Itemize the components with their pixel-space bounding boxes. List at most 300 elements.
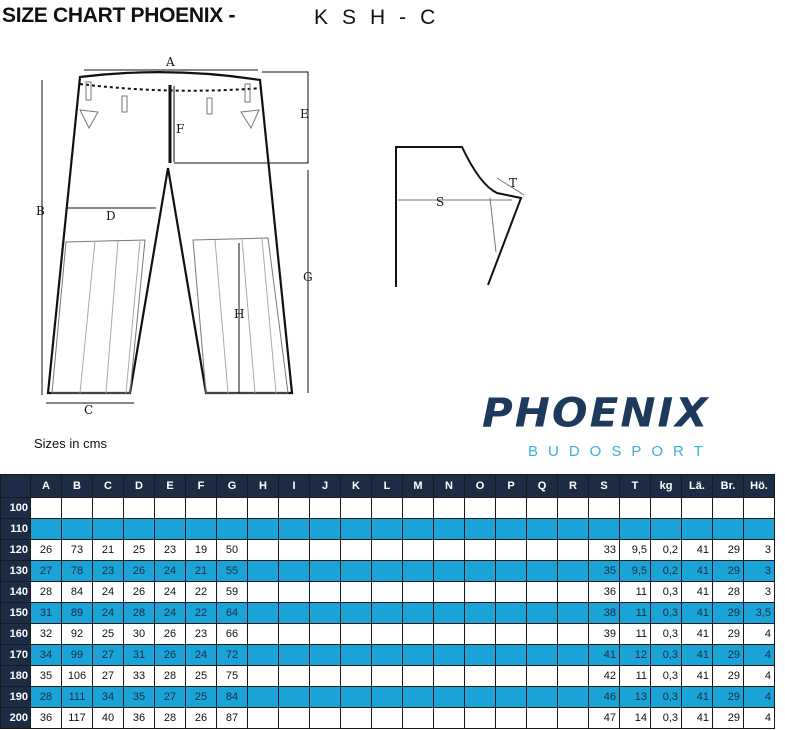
table-cell [310, 582, 341, 603]
table-cell [341, 561, 372, 582]
size-label: 190 [1, 687, 31, 708]
table-cell [279, 561, 310, 582]
table-cell [496, 666, 527, 687]
table-cell [465, 540, 496, 561]
table-cell [341, 498, 372, 519]
label-e: E [300, 107, 309, 121]
table-cell: 31 [31, 603, 62, 624]
table-cell: 28 [31, 582, 62, 603]
table-cell [341, 582, 372, 603]
table-cell: 84 [62, 582, 93, 603]
table-cell [558, 708, 589, 729]
table-cell: 30 [124, 624, 155, 645]
column-header: S [589, 475, 620, 498]
label-h: H [234, 307, 245, 321]
table-cell: 99 [62, 645, 93, 666]
units-note: Sizes in cms [34, 436, 107, 451]
table-cell: 11 [620, 624, 651, 645]
table-cell [310, 645, 341, 666]
size-label: 100 [1, 498, 31, 519]
table-cell: 24 [186, 645, 217, 666]
table-cell [372, 708, 403, 729]
chart-title: SIZE CHART PHOENIX - [2, 4, 236, 27]
column-header: C [93, 475, 124, 498]
table-cell [434, 519, 465, 540]
table-cell [186, 519, 217, 540]
table-cell [465, 498, 496, 519]
table-cell [372, 519, 403, 540]
corner-cell [1, 475, 31, 498]
table-cell [527, 687, 558, 708]
column-header: Q [527, 475, 558, 498]
table-cell [248, 582, 279, 603]
table-cell [682, 519, 713, 540]
column-header: E [155, 475, 186, 498]
table-cell: 0,3 [651, 708, 682, 729]
table-cell [527, 603, 558, 624]
table-cell [217, 519, 248, 540]
table-cell [341, 666, 372, 687]
table-cell [124, 498, 155, 519]
size-table [0, 474, 775, 729]
table-cell [403, 540, 434, 561]
table-cell [558, 561, 589, 582]
table-cell: 117 [62, 708, 93, 729]
table-cell [372, 624, 403, 645]
table-cell [434, 708, 465, 729]
table-cell: 41 [682, 708, 713, 729]
table-cell [496, 687, 527, 708]
table-cell [248, 561, 279, 582]
table-cell: 25 [186, 666, 217, 687]
table-cell [279, 624, 310, 645]
table-cell [279, 603, 310, 624]
product-code: KSH-C [314, 6, 450, 29]
column-header: Lä. [682, 475, 713, 498]
table-cell [713, 519, 744, 540]
table-cell [372, 582, 403, 603]
table-cell [465, 519, 496, 540]
table-cell [558, 624, 589, 645]
table-cell [155, 519, 186, 540]
table-cell [465, 708, 496, 729]
table-cell [248, 666, 279, 687]
table-cell [558, 519, 589, 540]
table-cell [310, 666, 341, 687]
table-cell: 9,5 [620, 561, 651, 582]
table-row [1, 540, 775, 561]
table-cell [403, 666, 434, 687]
table-cell [682, 498, 713, 519]
table-cell [310, 519, 341, 540]
table-cell: 41 [682, 540, 713, 561]
table-cell: 41 [682, 666, 713, 687]
table-cell [589, 498, 620, 519]
table-cell [558, 582, 589, 603]
phoenix-logo: PHOENIX BUDOSPORT [482, 389, 713, 460]
table-cell [496, 561, 527, 582]
table-cell: 111 [62, 687, 93, 708]
table-cell: 29 [713, 687, 744, 708]
table-cell: 34 [93, 687, 124, 708]
table-cell: 12 [620, 645, 651, 666]
column-header: kg [651, 475, 682, 498]
label-a: A [166, 55, 175, 69]
table-cell: 4 [744, 687, 775, 708]
table-cell [217, 498, 248, 519]
table-cell: 41 [682, 687, 713, 708]
table-cell [248, 540, 279, 561]
table-cell: 27 [93, 666, 124, 687]
table-cell: 29 [713, 540, 744, 561]
table-cell [124, 519, 155, 540]
table-cell [310, 708, 341, 729]
table-cell: 41 [682, 582, 713, 603]
table-cell [403, 624, 434, 645]
table-cell: 31 [124, 645, 155, 666]
column-header: I [279, 475, 310, 498]
table-cell [341, 519, 372, 540]
table-cell [248, 498, 279, 519]
table-cell [558, 498, 589, 519]
table-cell: 73 [62, 540, 93, 561]
column-header: D [124, 475, 155, 498]
table-cell [527, 540, 558, 561]
column-header: K [341, 475, 372, 498]
size-label: 160 [1, 624, 31, 645]
table-cell: 24 [155, 582, 186, 603]
size-label: 200 [1, 708, 31, 729]
column-header: L [372, 475, 403, 498]
label-d: D [106, 209, 116, 223]
table-cell [310, 687, 341, 708]
label-g: G [303, 270, 313, 284]
table-cell: 0,3 [651, 666, 682, 687]
table-cell [341, 603, 372, 624]
table-cell [651, 519, 682, 540]
table-cell: 38 [589, 603, 620, 624]
table-cell [31, 498, 62, 519]
column-header: J [310, 475, 341, 498]
table-cell [341, 708, 372, 729]
table-cell [465, 687, 496, 708]
table-cell: 23 [93, 561, 124, 582]
table-cell: 32 [31, 624, 62, 645]
table-row [1, 519, 775, 540]
table-cell [744, 498, 775, 519]
table-cell [279, 645, 310, 666]
table-cell: 13 [620, 687, 651, 708]
table-cell: 29 [713, 666, 744, 687]
size-label: 110 [1, 519, 31, 540]
table-cell: 11 [620, 603, 651, 624]
table-cell: 24 [155, 561, 186, 582]
table-cell: 0,2 [651, 561, 682, 582]
table-cell [279, 498, 310, 519]
table-cell: 87 [217, 708, 248, 729]
table-row [1, 498, 775, 519]
table-cell: 92 [62, 624, 93, 645]
table-cell: 35 [589, 561, 620, 582]
table-cell: 26 [155, 624, 186, 645]
table-cell: 3 [744, 540, 775, 561]
table-cell [465, 561, 496, 582]
size-label: 120 [1, 540, 31, 561]
pants-measurement-diagram [0, 40, 560, 420]
table-cell [651, 498, 682, 519]
table-cell: 41 [682, 561, 713, 582]
table-cell: 14 [620, 708, 651, 729]
table-cell [713, 498, 744, 519]
size-label: 140 [1, 582, 31, 603]
table-cell [434, 603, 465, 624]
table-row [1, 687, 775, 708]
table-cell [744, 519, 775, 540]
table-cell: 0,3 [651, 645, 682, 666]
table-cell [372, 645, 403, 666]
table-cell [465, 666, 496, 687]
table-cell [310, 603, 341, 624]
table-cell: 84 [217, 687, 248, 708]
table-cell: 19 [186, 540, 217, 561]
table-cell: 89 [62, 603, 93, 624]
table-row [1, 624, 775, 645]
size-label: 130 [1, 561, 31, 582]
table-cell [527, 582, 558, 603]
table-cell: 0,3 [651, 624, 682, 645]
table-cell [434, 540, 465, 561]
table-row [1, 561, 775, 582]
table-cell: 23 [186, 624, 217, 645]
table-cell [465, 603, 496, 624]
table-cell [341, 687, 372, 708]
label-s: S [436, 195, 445, 209]
table-cell: 22 [186, 603, 217, 624]
table-row [1, 708, 775, 729]
table-cell [248, 687, 279, 708]
table-cell [403, 687, 434, 708]
size-label: 180 [1, 666, 31, 687]
table-cell: 29 [713, 624, 744, 645]
table-cell [434, 624, 465, 645]
table-cell: 41 [682, 624, 713, 645]
table-cell: 23 [155, 540, 186, 561]
table-cell [341, 624, 372, 645]
table-cell: 4 [744, 645, 775, 666]
table-cell: 28 [713, 582, 744, 603]
table-cell [558, 645, 589, 666]
column-header: N [434, 475, 465, 498]
label-t: T [509, 176, 518, 190]
table-cell: 35 [31, 666, 62, 687]
table-cell: 47 [589, 708, 620, 729]
table-cell [341, 645, 372, 666]
table-cell [496, 582, 527, 603]
table-cell [403, 603, 434, 624]
table-cell [558, 666, 589, 687]
table-cell: 40 [93, 708, 124, 729]
table-cell: 4 [744, 624, 775, 645]
table-cell: 46 [589, 687, 620, 708]
table-cell: 9,5 [620, 540, 651, 561]
table-cell: 26 [31, 540, 62, 561]
table-cell: 34 [31, 645, 62, 666]
table-cell [310, 624, 341, 645]
table-cell: 0,3 [651, 603, 682, 624]
table-cell [310, 561, 341, 582]
table-cell [403, 645, 434, 666]
table-cell: 29 [713, 708, 744, 729]
table-cell: 41 [682, 645, 713, 666]
table-cell [279, 666, 310, 687]
table-cell: 72 [217, 645, 248, 666]
table-cell [620, 498, 651, 519]
table-cell [279, 687, 310, 708]
table-cell [496, 624, 527, 645]
column-header: M [403, 475, 434, 498]
table-cell [434, 561, 465, 582]
table-cell [341, 540, 372, 561]
table-cell: 21 [93, 540, 124, 561]
column-header: Br. [713, 475, 744, 498]
table-cell [372, 540, 403, 561]
table-cell: 50 [217, 540, 248, 561]
table-cell [558, 540, 589, 561]
table-cell [248, 519, 279, 540]
column-header: R [558, 475, 589, 498]
table-cell [403, 519, 434, 540]
table-cell: 36 [124, 708, 155, 729]
table-cell [589, 519, 620, 540]
table-cell: 29 [713, 561, 744, 582]
table-cell: 106 [62, 666, 93, 687]
table-cell [434, 666, 465, 687]
table-cell [186, 498, 217, 519]
table-cell [279, 540, 310, 561]
table-cell: 26 [124, 582, 155, 603]
table-cell [527, 708, 558, 729]
table-cell [403, 561, 434, 582]
table-cell: 11 [620, 582, 651, 603]
table-cell: 11 [620, 666, 651, 687]
table-cell: 75 [217, 666, 248, 687]
table-cell: 25 [124, 540, 155, 561]
table-cell [248, 603, 279, 624]
table-cell [527, 624, 558, 645]
table-cell: 0,2 [651, 540, 682, 561]
table-cell [434, 582, 465, 603]
table-cell [93, 498, 124, 519]
table-cell [558, 687, 589, 708]
table-cell [558, 603, 589, 624]
column-header: Hö. [744, 475, 775, 498]
table-row [1, 666, 775, 687]
table-cell [496, 708, 527, 729]
table-cell: 25 [186, 687, 217, 708]
column-header: B [62, 475, 93, 498]
table-cell [620, 519, 651, 540]
table-cell [496, 540, 527, 561]
table-cell: 36 [589, 582, 620, 603]
table-cell: 24 [155, 603, 186, 624]
table-cell: 27 [155, 687, 186, 708]
column-header: T [620, 475, 651, 498]
table-cell: 42 [589, 666, 620, 687]
table-cell [372, 687, 403, 708]
table-cell [403, 498, 434, 519]
table-cell: 4 [744, 666, 775, 687]
table-cell [434, 645, 465, 666]
table-cell [527, 519, 558, 540]
table-cell: 36 [31, 708, 62, 729]
table-cell [372, 561, 403, 582]
table-cell [465, 582, 496, 603]
column-header: G [217, 475, 248, 498]
table-cell: 66 [217, 624, 248, 645]
table-cell [496, 498, 527, 519]
table-cell [434, 687, 465, 708]
column-header: A [31, 475, 62, 498]
table-cell [496, 519, 527, 540]
table-cell [465, 645, 496, 666]
table-row [1, 645, 775, 666]
table-cell [496, 645, 527, 666]
table-cell: 3 [744, 582, 775, 603]
table-cell: 78 [62, 561, 93, 582]
table-cell: 21 [186, 561, 217, 582]
table-cell: 59 [217, 582, 248, 603]
table-cell [62, 498, 93, 519]
table-cell: 26 [155, 645, 186, 666]
table-cell [496, 603, 527, 624]
table-cell [93, 519, 124, 540]
table-cell [310, 498, 341, 519]
size-label: 170 [1, 645, 31, 666]
table-cell [155, 498, 186, 519]
table-cell: 33 [589, 540, 620, 561]
table-cell [279, 582, 310, 603]
table-cell [465, 624, 496, 645]
table-cell: 29 [713, 645, 744, 666]
table-cell: 29 [713, 603, 744, 624]
table-cell: 4 [744, 708, 775, 729]
table-cell: 41 [682, 603, 713, 624]
table-cell: 39 [589, 624, 620, 645]
column-header: O [465, 475, 496, 498]
table-row [1, 582, 775, 603]
table-cell [527, 498, 558, 519]
table-cell: 26 [124, 561, 155, 582]
table-cell: 3 [744, 561, 775, 582]
table-row [1, 603, 775, 624]
table-cell [527, 561, 558, 582]
table-cell [248, 708, 279, 729]
table-cell: 28 [124, 603, 155, 624]
table-cell [403, 708, 434, 729]
table-cell [372, 603, 403, 624]
table-cell: 27 [31, 561, 62, 582]
table-cell [31, 519, 62, 540]
table-cell: 28 [155, 708, 186, 729]
table-cell: 25 [93, 624, 124, 645]
table-cell: 24 [93, 603, 124, 624]
table-cell: 27 [93, 645, 124, 666]
table-cell [62, 519, 93, 540]
table-cell: 55 [217, 561, 248, 582]
table-cell [310, 540, 341, 561]
table-cell: 35 [124, 687, 155, 708]
table-cell: 24 [93, 582, 124, 603]
